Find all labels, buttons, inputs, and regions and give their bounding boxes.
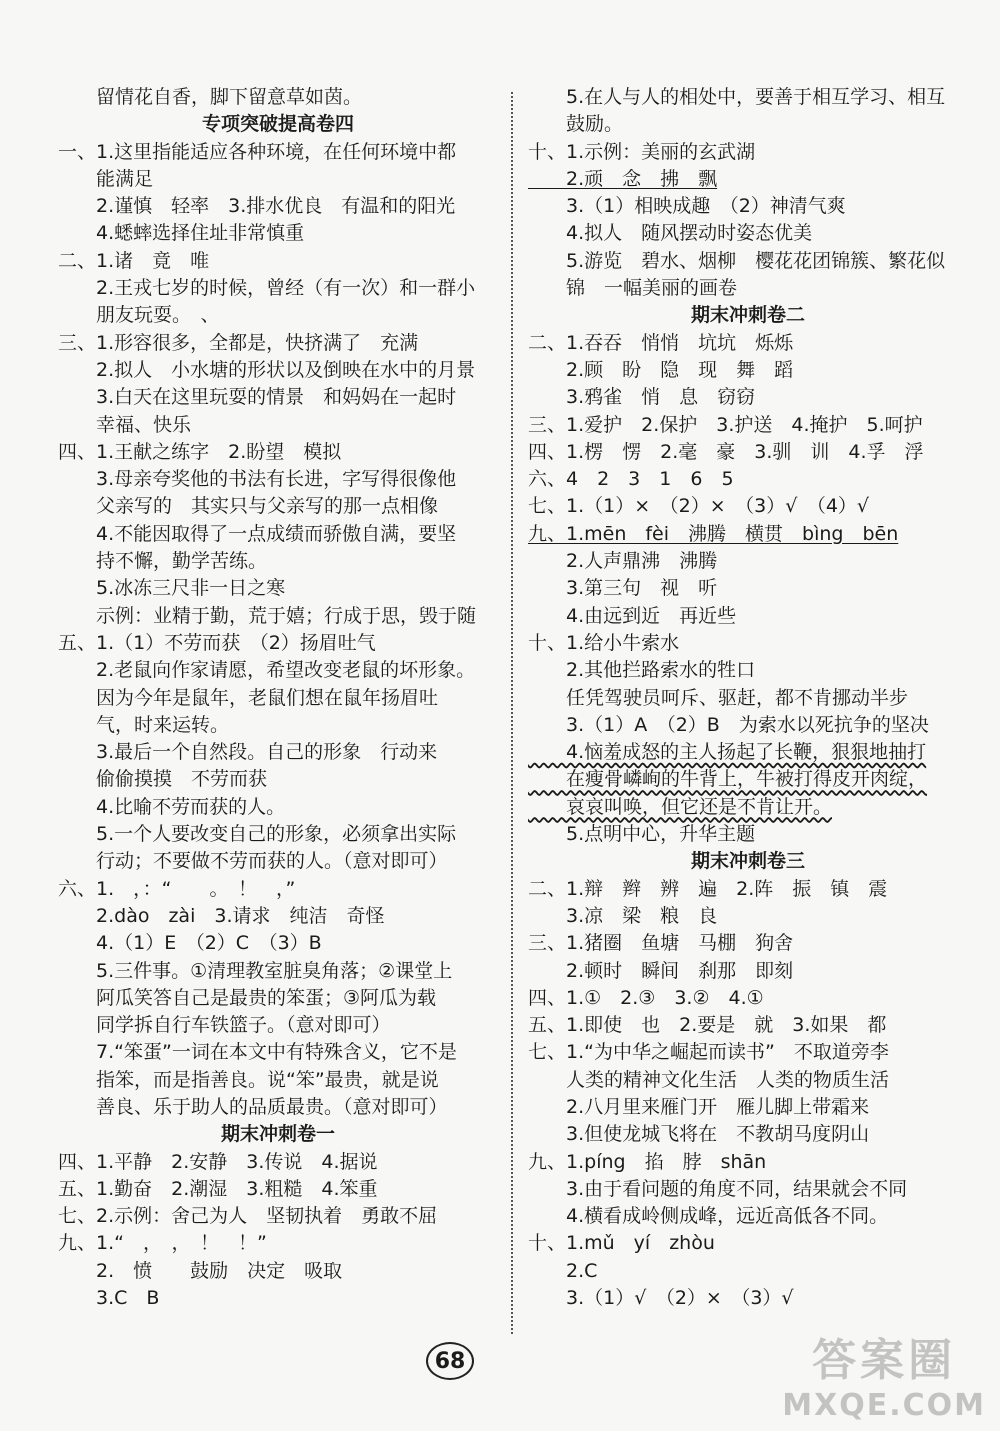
- answer-line: 四、1.王献之练字 2.盼望 模拟: [58, 440, 342, 463]
- answer-line: 4.横看成岭侧成峰，远近高低各不同。: [528, 1205, 889, 1228]
- answer-line: 5.一个人要改变自己的形象，必须拿出实际: [58, 823, 457, 846]
- watermark-logo: [782, 1324, 986, 1423]
- answer-line: 2.老鼠向作家请愿，希望改变老鼠的坏形象。: [58, 659, 476, 682]
- answer-line: 七、1.（1）× （2）× （3）√ （4）√: [528, 495, 870, 518]
- watermark-text: 答案圈: [812, 1335, 957, 1386]
- answer-line: 2. 愤 鼓励 决定 吸取: [58, 1259, 343, 1282]
- answer-line: 3.（1）√ （2）× （3）√: [528, 1287, 794, 1310]
- answer-line: 三、1.爱护 2.保护 3.护送 4.掩护 5.呵护: [528, 413, 923, 436]
- answer-line: 4.不能因取得了一点成绩而骄傲自满，要坚: [58, 522, 457, 545]
- answer-line: 2.dào zài 3.请求 纯洁 奇怪: [58, 904, 385, 927]
- answer-line: 六、4 2 3 1 6 5: [528, 468, 734, 491]
- answer-line: 十、1.mǔ yí zhòu: [528, 1232, 715, 1255]
- answer-line: 2.人声鼎沸 沸腾: [528, 550, 718, 573]
- watermark-url: MXQE.COM: [782, 1388, 986, 1423]
- answer-line: 十、1.示例：美丽的玄武湖: [528, 140, 756, 163]
- left-column: [58, 84, 498, 1312]
- answer-line: 五、1.（1）不劳而获 （2）扬眉吐气: [58, 631, 376, 654]
- answer-line: 父亲写的 其实只与父亲写的那一点相像: [58, 495, 439, 518]
- answer-line: 人类的精神文化生活 人类的物质生活: [528, 1068, 890, 1091]
- answer-line: 2.谨慎 轻率 3.排水优良 有温和的阳光: [58, 195, 456, 218]
- answer-line: 九、1.píng 掐 脖 shān: [528, 1150, 767, 1173]
- answer-line: 3.鸦雀 悄 息 窃窃: [528, 386, 756, 409]
- right-column: [528, 84, 968, 1312]
- answer-line: 5.冰冻三尺非一日之寒: [58, 577, 286, 600]
- answer-line: 九、1.mēn fèi 沸腾 横贯 bìng bēn: [528, 522, 899, 545]
- answer-line: 3.（1）A （2）B 为索水以死抗争的坚决: [528, 713, 929, 736]
- answer-line: 3.最后一个自然段。自己的形象 行动来: [58, 741, 438, 764]
- answer-line: 2.顾 盼 隐 现 舞 蹈: [528, 358, 794, 381]
- answer-line: 4.（1）E （2）C （3）B: [58, 932, 322, 955]
- answer-line: 4.拟人 随风摆动时姿态优美: [528, 222, 813, 245]
- answer-line: 留情花自香，脚下留意草如茵。: [58, 86, 363, 108]
- answer-line: 5.游览 碧水、烟柳 樱花花团锦簇、繁花似: [528, 249, 946, 272]
- section-title: 期末冲刺卷一: [220, 1123, 335, 1146]
- answer-line: 朋友玩耍。 、: [58, 304, 220, 327]
- answer-line: 七、1.“为中华之崛起而读书” 不取道旁李: [528, 1041, 889, 1064]
- answer-line: 同学拆自行车铁篮子。（意对即可）: [58, 1014, 391, 1037]
- answer-line: 2.王戎七岁的时候，曾经（有一次）和一群小: [58, 277, 476, 300]
- answer-line: 三、1.猪圈 鱼塘 马棚 狗舍: [528, 932, 794, 955]
- answer-line: 2.拟人 小水塘的形状以及倒映在水中的月景: [58, 358, 476, 381]
- answer-line: 5.三件事。①清理教室脏臭角落；②课堂上: [58, 959, 453, 982]
- answer-line: 四、1.楞 愣 2.毫 豪 3.驯 训 4.孚 浮: [528, 440, 924, 463]
- answer-line: 2.顿时 瞬间 刹那 即刻: [528, 959, 794, 982]
- answer-line: 十、1.给小牛索水: [528, 631, 680, 654]
- answer-line: 4.由远到近 再近些: [528, 604, 737, 627]
- answer-line: 锦 一幅美丽的画卷: [528, 277, 738, 300]
- answer-line: 善良、乐于助人的品质最贵。（意对即可）: [58, 1095, 448, 1118]
- answer-line: 偷偷摸摸 不劳而获: [58, 768, 268, 791]
- answer-line: 5.点明中心，升华主题: [528, 823, 756, 846]
- answer-line: 阿瓜笑答自己是最贵的笨蛋；③阿瓜为载: [58, 986, 437, 1009]
- answer-line: 2.C: [528, 1259, 598, 1282]
- answer-line: 3.凉 梁 粮 良: [528, 904, 718, 927]
- answer-line: 四、1.平静 2.安静 3.传说 4.据说: [58, 1150, 378, 1173]
- answer-line: 2.顽 念 拂 飘: [528, 167, 718, 190]
- answer-line: 能满足: [58, 167, 154, 190]
- answer-line: 7.“笨蛋”一词在本文中有特殊含义，它不是: [58, 1041, 457, 1064]
- answer-line: 5.在人与人的相处中，要善于相互学习、相互: [528, 86, 946, 108]
- answer-line: 4.比喻不劳而获的人。: [58, 795, 286, 818]
- answer-line: 3.由于看问题的角度不同，结果就会不同: [528, 1177, 908, 1200]
- answer-line: 四、1.① 2.③ 3.② 4.①: [528, 986, 764, 1009]
- answer-line: 二、1.吞吞 悄悄 坑坑 烁烁: [528, 331, 794, 354]
- answer-line: 任凭驾驶员呵斥、驱赶，都不肯挪动半步: [528, 686, 909, 709]
- answer-line: 指笨，而是指善良。说“笨”最贵，就是说: [58, 1068, 439, 1091]
- answer-line: 五、1.即使 也 2.要是 就 3.如果 都: [528, 1014, 887, 1037]
- answer-line: 2.八月里来雁门开 雁儿脚上带霜来: [528, 1095, 870, 1118]
- answer-line: 行动；不要做不劳而获的人。（意对即可）: [58, 850, 448, 873]
- answer-line: 3.母亲夸奖他的书法有长进，字写得很像他: [58, 468, 457, 491]
- answer-line: 4.蟋蟀选择住址非常慎重: [58, 222, 305, 245]
- answer-line: 气，时来运转。: [58, 713, 230, 736]
- answer-line: 3.白天在这里玩耍的情景 和妈妈在一起时: [58, 386, 457, 409]
- answer-line: 因为今年是鼠年，老鼠们想在鼠年扬眉吐: [58, 686, 439, 709]
- answer-line: 3.但使龙城飞将在 不教胡马度阴山: [528, 1123, 870, 1146]
- column-divider: [511, 92, 513, 1334]
- answer-line: 持不懈，勤学苦练。: [58, 550, 268, 573]
- answer-line: 五、1.勤奋 2.潮湿 3.粗糙 4.笨重: [58, 1177, 378, 1200]
- section-title: 期末冲刺卷三: [690, 850, 805, 873]
- answer-line: 2.其他拦路索水的牲口: [528, 659, 756, 682]
- section-title: 期末冲刺卷二: [690, 304, 805, 327]
- answer-line: 幸福、快乐: [58, 413, 192, 436]
- answer-line: 三、1.形容很多，全都是，快挤满了 充满: [58, 331, 419, 354]
- answer-line: 六、1. ，：“ 。 ！ ，”: [58, 877, 296, 900]
- answer-line: 3.第三句 视 听: [528, 577, 718, 600]
- page-number: 68: [426, 1342, 474, 1380]
- answer-line: 哀哀叫唤，但它还是不肯让开。: [528, 795, 833, 818]
- answer-line: 4.恼羞成怒的主人扬起了长鞭，狠狠地抽打: [528, 741, 927, 764]
- answer-line: 七、2.示例：舍己为人 坚韧执着 勇敢不屈: [58, 1205, 438, 1228]
- answer-line: 3.C B: [58, 1287, 160, 1310]
- answer-line: 一、1.这里指能适应各种环境，在任何环境中都: [58, 140, 457, 163]
- section-title: 专项突破提高卷四: [201, 113, 354, 136]
- answer-line: 二、1.诸 竟 唯: [58, 249, 210, 272]
- answer-line: 鼓励。: [528, 113, 624, 136]
- answer-line: 二、1.辩 辫 辨 遍 2.阵 振 镇 震: [528, 877, 888, 900]
- answer-line: 示例：业精于勤，荒于嬉；行成于思，毁于随: [58, 604, 477, 627]
- answer-line: 在瘦骨嶙峋的牛背上，牛被打得皮开肉绽，: [528, 768, 928, 791]
- answer-line: 3.（1）相映成趣 （2）神清气爽: [528, 195, 846, 218]
- answer-line: 九、1.“ ， ， ！ ！”: [58, 1232, 267, 1255]
